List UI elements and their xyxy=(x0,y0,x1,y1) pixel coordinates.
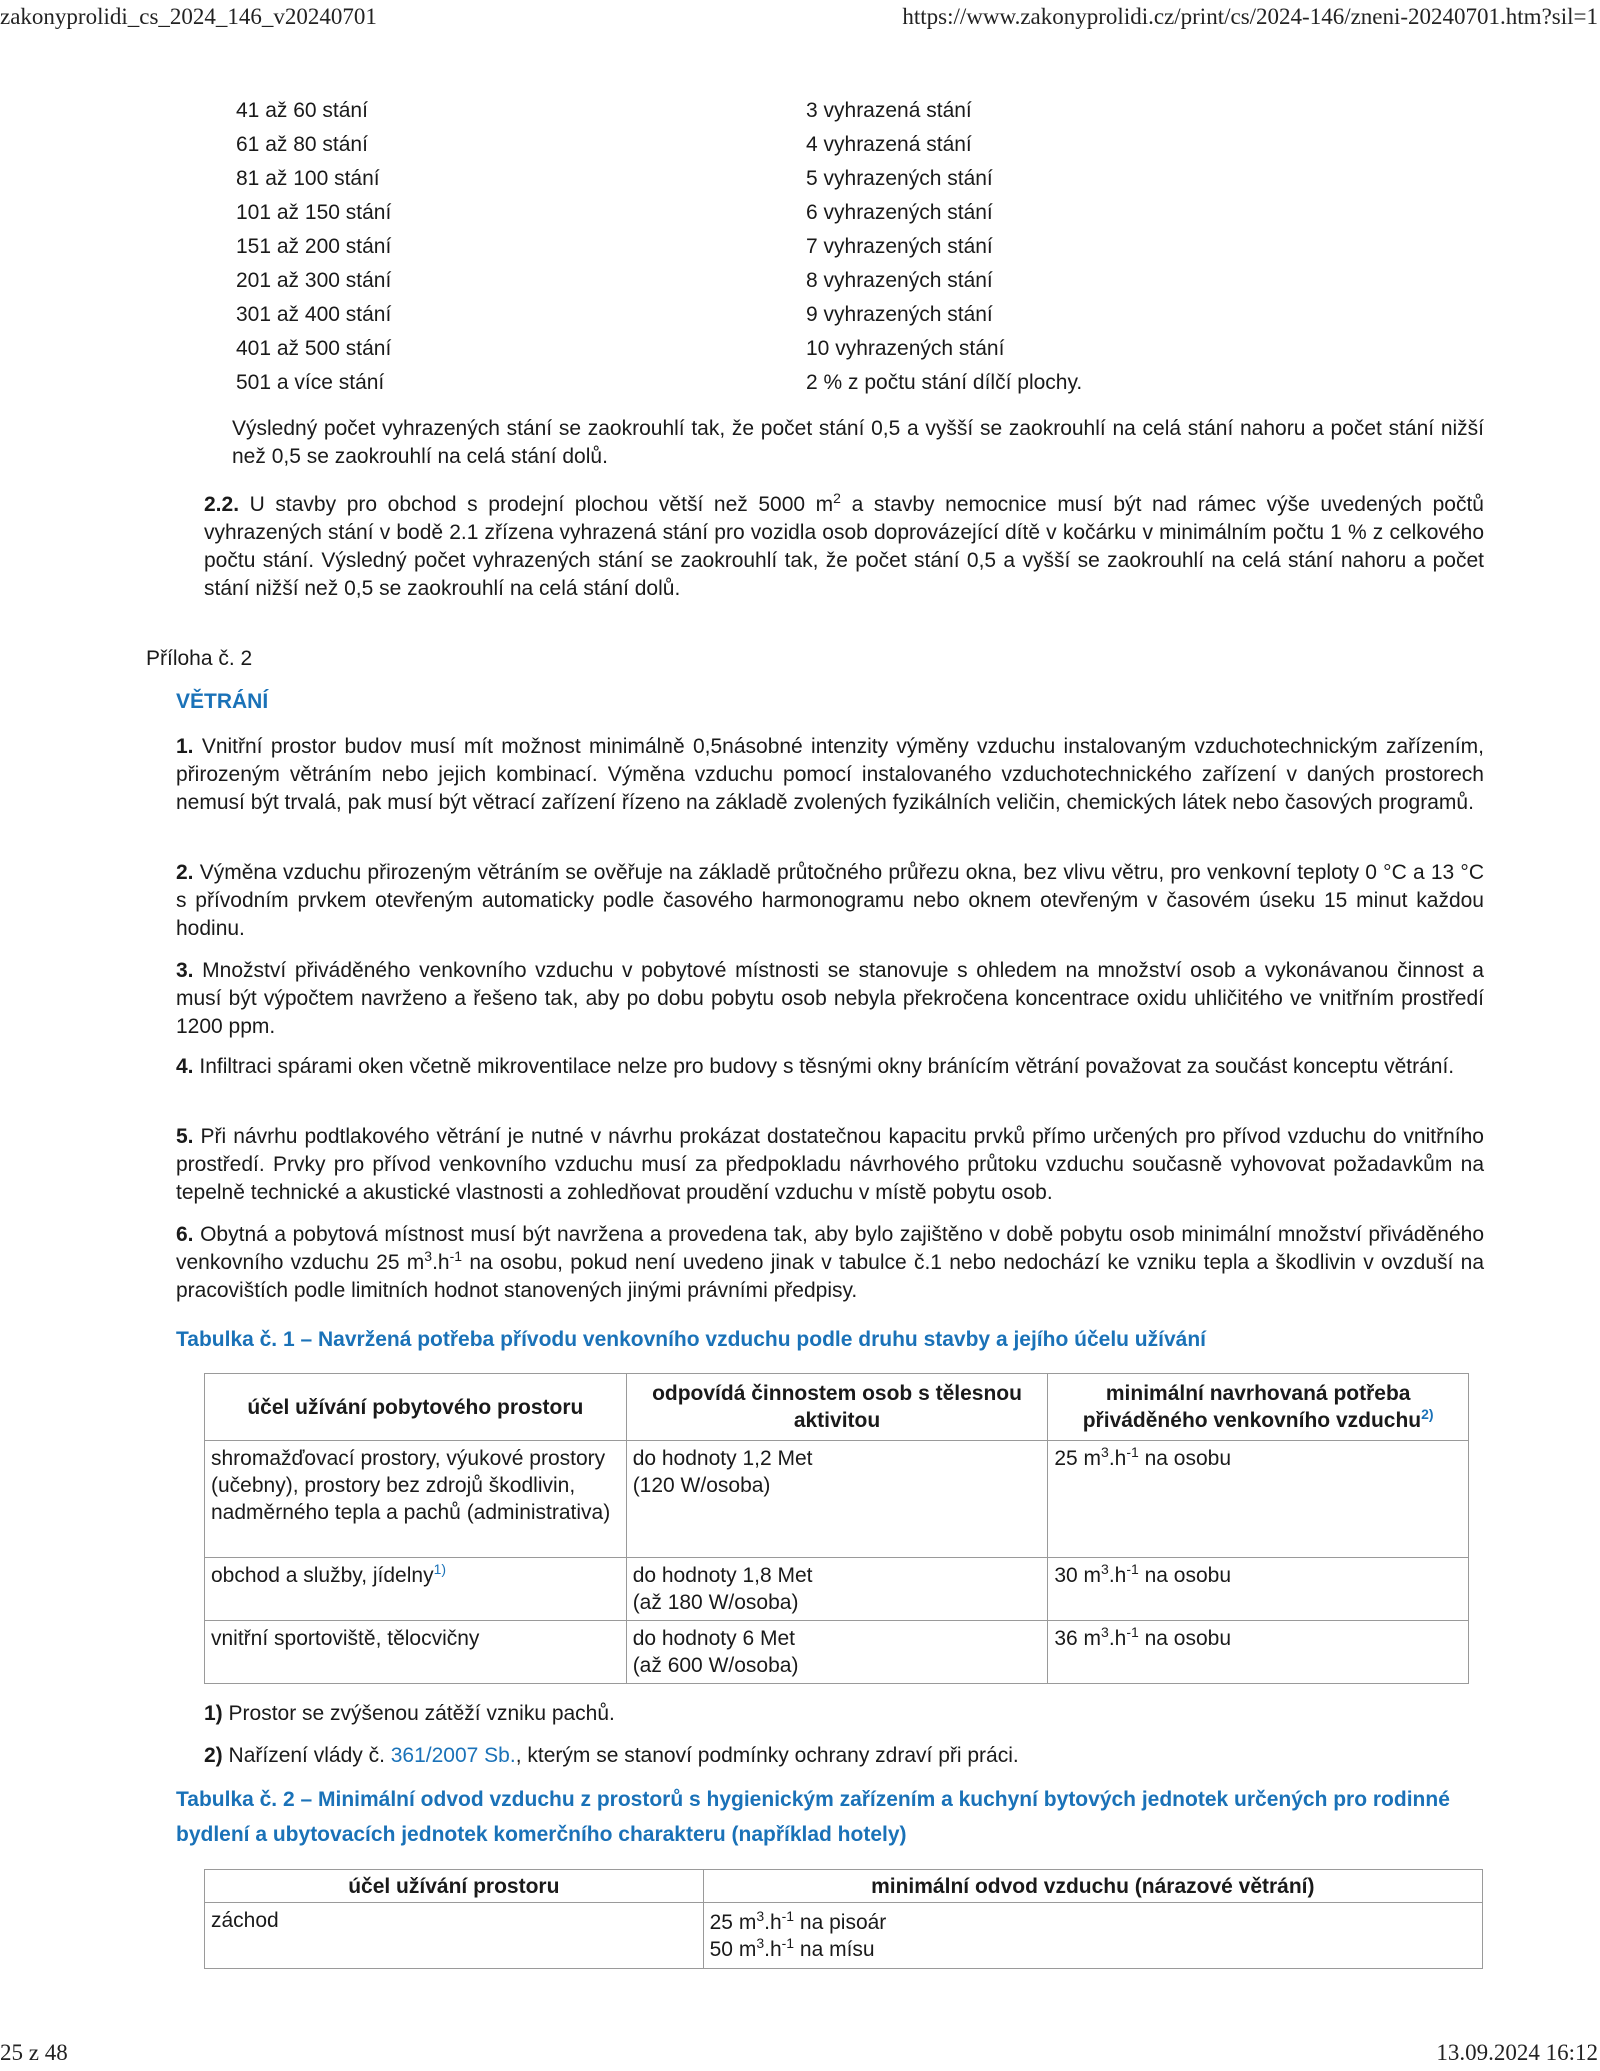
item-text: Vnitřní prostor budov musí mít možnost minimálně 0,5násobné intenzity výměny vzduchu instalovaným vzduchotechnickým zařízením, přirozeným větráním nebo jejich kombinací. Výměna vzduchu pomocí instalovaného vzduchotechnického zařízení v daných prostorech nemusí být trvalá, pak musí být větrací zařízení řízeno na základě zvolených fyzikálních veličin, chemických látek nebo časových programů. xyxy=(176,735,1484,814)
table-header-row xyxy=(205,1374,1469,1441)
exhaust-value: .h xyxy=(764,1911,782,1934)
airflow-value: .h xyxy=(1108,1627,1127,1650)
parking-range: 201 až 300 stání xyxy=(236,269,392,292)
rounding-note: Výsledný počet vyhrazených stání se zaokrouhlí tak, že počet stání 0,5 a vyšší se zaokrouhlí na celá stání nahoru a počet stání nižší než 0,5 se zaokrouhlí na celá stání dolů. xyxy=(232,417,1484,468)
activity-line: do hodnoty 1,8 Met xyxy=(632,1564,813,1587)
airflow-value: na osobu xyxy=(1138,1564,1232,1587)
section-text: a stavby nemocnice musí být nad rámec výše uvedených počtů vyhrazených stání v bodě 2.1 zřízena vyhrazená stání pro vozidla osob doprovázející dítě v kočárku v minimálním počtu 1 % z celkového počtu stání. Výsledný počet vyhrazených stání se zaokrouhlí tak, že počet stání 0,5 a vyšší se zaokrouhlí na celá stání nahoru a počet stání nižší než 0,5 se zaokrouhlí na celá stání dolů. xyxy=(204,493,1484,600)
section-2-2 xyxy=(204,491,1484,603)
exhaust-cell xyxy=(703,1903,1482,1969)
airflow-cell xyxy=(1048,1558,1469,1621)
superscript: -1 xyxy=(1126,1444,1139,1460)
print-header-url: https://www.zakonyprolidi.cz/print/cs/2024-146/zneni-20240701.htm?sil=1 xyxy=(902,4,1598,29)
reserved-count: 8 vyhrazených stání xyxy=(806,269,993,292)
item-number: 4. xyxy=(176,1055,194,1078)
superscript: -1 xyxy=(1126,1624,1139,1640)
use-cell: záchod xyxy=(205,1903,704,1969)
table-2-caption: Tabulka č. 2 – Minimální odvod vzduchu z prostorů s hygienickým zařízením a kuchyní bytových jednotek určených pro rodinné bydlení a ubytovacích jednotek komerčního charakteru (například hotely) xyxy=(176,1788,1450,1846)
activity-cell xyxy=(626,1441,1048,1558)
footnote-ref[interactable]: 1) xyxy=(433,1561,447,1577)
item-text: na osobu, pokud není uvedeno jinak v tabulce č.1 nebo nedochází ke vzniku tepla a škodlivin v ovzduší na pracovištích podle limitních hodnot stanovených jinými právními předpisy. xyxy=(176,1251,1484,1302)
reserved-count: 2 % z počtu stání dílčí plochy. xyxy=(806,371,1083,394)
airflow-cell xyxy=(1048,1621,1469,1684)
item-number: 3. xyxy=(176,959,194,982)
reserved-count: 4 vyhrazená stání xyxy=(806,133,972,156)
list-item xyxy=(236,233,1236,267)
exhaust-line xyxy=(710,1909,1476,1936)
superscript: -1 xyxy=(781,1908,795,1924)
exhaust-line xyxy=(710,1936,1476,1963)
footnote-text: Prostor se zvýšenou zátěží vzniku pachů. xyxy=(222,1702,615,1725)
airflow-value: 36 m xyxy=(1054,1627,1102,1650)
activity-line: (120 W/osoba) xyxy=(632,1474,771,1497)
superscript: -1 xyxy=(1126,1561,1139,1577)
table-row xyxy=(205,1903,1483,1969)
annex-item-3 xyxy=(176,957,1484,1041)
reserved-count: 10 vyhrazených stání xyxy=(806,337,1005,360)
list-item xyxy=(236,97,1236,131)
reserved-count: 9 vyhrazených stání xyxy=(806,303,993,326)
reserved-count: 3 vyhrazená stání xyxy=(806,99,972,122)
item-text: Infiltraci spárami oken včetně mikroventilace nelze pro budovy s těsnými okny bránícím větrání považovat za součást konceptu větrání. xyxy=(199,1055,1455,1078)
table-row xyxy=(205,1621,1469,1684)
parking-range: 61 až 80 stání xyxy=(236,133,368,156)
table-1-caption: Tabulka č. 1 – Navržená potřeba přívodu venkovního vzduchu podle druhu stavby a jejího účelu užívání xyxy=(176,1328,1206,1351)
table-1-footnote-1 xyxy=(204,1700,615,1728)
table-row xyxy=(205,1558,1469,1621)
footnote-number: 1) xyxy=(204,1702,223,1725)
use-cell xyxy=(205,1558,627,1621)
list-item xyxy=(236,301,1236,335)
footnote-ref[interactable]: 2) xyxy=(1421,1406,1434,1422)
footnote-number: 2) xyxy=(204,1744,223,1767)
superscript: 2 xyxy=(833,490,841,506)
section-text: U stavby pro obchod s prodejní plochou větší než 5000 m xyxy=(249,493,834,516)
superscript: 3 xyxy=(756,1935,765,1951)
annex-item-2 xyxy=(176,859,1484,943)
superscript: 3 xyxy=(1101,1624,1109,1640)
column-header: účel užívání prostoru xyxy=(205,1870,704,1903)
print-header-filename: zakonyprolidi_cs_2024_146_v20240701 xyxy=(0,4,377,29)
airflow-value: .h xyxy=(1108,1447,1127,1470)
superscript: 3 xyxy=(1101,1444,1109,1460)
item-text: Výměna vzduchu přirozeným větráním se ověřuje na základě průtočného průřezu okna, bez vlivu větru, pro venkovní teploty 0 °C a 13 °C s přívodním prvkem otevřeným automaticky podle časového harmonogramu nebo oknem otevřeným v časovém úseku 15 minut každou hodinu. xyxy=(176,861,1484,940)
parking-range: 81 až 100 stání xyxy=(236,167,380,190)
activity-cell xyxy=(626,1621,1048,1684)
parking-range: 501 a více stání xyxy=(236,371,385,394)
exhaust-value: 25 m xyxy=(709,1911,757,1934)
reserved-count: 7 vyhrazených stání xyxy=(806,235,993,258)
header-text: minimální navrhovaná potřeba přiváděného venkovního vzduchu xyxy=(1082,1382,1422,1432)
parking-range: 401 až 500 stání xyxy=(236,337,392,360)
column-header: odpovídá činnostem osob s tělesnou aktivitou xyxy=(626,1374,1048,1441)
airflow-cell xyxy=(1048,1441,1469,1558)
item-number: 2. xyxy=(176,861,194,884)
airflow-value: 30 m xyxy=(1054,1564,1102,1587)
use-cell: vnitřní sportoviště, tělocvičny xyxy=(205,1621,627,1684)
superscript: 3 xyxy=(424,1248,433,1264)
table-header-row xyxy=(205,1870,1483,1903)
parking-range: 101 až 150 stání xyxy=(236,201,392,224)
list-item xyxy=(236,165,1236,199)
annex-item-6 xyxy=(176,1221,1484,1305)
print-datetime: 13.09.2024 16:12 xyxy=(1436,2040,1598,2065)
page-number: 25 z 48 xyxy=(0,2040,68,2065)
exhaust-value: na mísu xyxy=(794,1938,875,1961)
use-text: obchod a služby, jídelny xyxy=(211,1564,434,1587)
annex-item-4 xyxy=(176,1053,1484,1081)
list-item xyxy=(236,335,1236,369)
item-number: 5. xyxy=(176,1125,194,1148)
reserved-count: 5 vyhrazených stání xyxy=(806,167,993,190)
activity-line: (až 600 W/osoba) xyxy=(632,1654,799,1677)
list-item xyxy=(236,131,1236,165)
airflow-value: 25 m xyxy=(1054,1447,1102,1470)
activity-line: (až 180 W/osoba) xyxy=(632,1591,799,1614)
superscript: 3 xyxy=(756,1908,765,1924)
list-item xyxy=(236,199,1236,233)
item-number: 6. xyxy=(176,1223,194,1246)
activity-line: do hodnoty 6 Met xyxy=(632,1627,795,1650)
table-1-footnote-2 xyxy=(204,1742,1019,1770)
item-text: Množství přiváděného venkovního vzduchu v pobytové místnosti se stanovuje s ohledem na množství osob a vykonávanou činnost a musí být výpočtem navrženo a řešeno tak, aby po dobu pobytu osob nebyla překročena koncentrace oxidu uhličitého ve vnitřním prostředí 1200 ppm. xyxy=(176,959,1484,1038)
exhaust-value: na pisoár xyxy=(794,1911,887,1934)
airflow-value: na osobu xyxy=(1138,1627,1232,1650)
column-header xyxy=(1048,1374,1469,1441)
section-number: 2.2. xyxy=(204,493,240,516)
activity-line: do hodnoty 1,2 Met xyxy=(632,1447,813,1470)
exhaust-value: .h xyxy=(764,1938,782,1961)
superscript: 3 xyxy=(1101,1561,1109,1577)
column-header: minimální odvod vzduchu (nárazové větrání) xyxy=(703,1870,1482,1903)
airflow-value: na osobu xyxy=(1138,1447,1232,1470)
table-1 xyxy=(204,1373,1469,1684)
list-item xyxy=(236,267,1236,301)
annex-item-1 xyxy=(176,733,1484,817)
use-cell: shromažďovací prostory, výukové prostory (učebny), prostory bez zdrojů škodlivin, nadměrného tepla a pachů (administrativa) xyxy=(205,1441,627,1558)
parking-range: 301 až 400 stání xyxy=(236,303,392,326)
superscript: -1 xyxy=(449,1248,463,1264)
column-header: účel užívání pobytového prostoru xyxy=(205,1374,627,1441)
parking-range: 41 až 60 stání xyxy=(236,99,368,122)
activity-cell xyxy=(626,1558,1048,1621)
item-number: 1. xyxy=(176,735,194,758)
list-item xyxy=(236,369,1236,403)
annex-item-5 xyxy=(176,1123,1484,1207)
item-text: Při návrhu podtlakového větrání je nutné v návrhu prokázat dostatečnou kapacitu prvků přímo určených pro přívod vzduchu do vnitřního prostředí. Prvky pro přívod venkovního vzduchu musí za předpokladu návrhového průtoku vzduchu současně vyhovovat požadavkům na tepelně technické a akustické vlastnosti a zohledňovat proudění vzduchu v místě pobytu osob. xyxy=(176,1125,1484,1204)
regulation-link[interactable]: 361/2007 Sb. xyxy=(390,1744,516,1767)
reserved-count: 6 vyhrazených stání xyxy=(806,201,993,224)
airflow-value: .h xyxy=(1108,1564,1127,1587)
table-row xyxy=(205,1441,1469,1558)
item-text: Obytná a pobytová místnost musí být navržena a provedena tak, aby bylo zajištěno v době pobytu osob minimální množství přiváděného venkovního vzduchu 25 m xyxy=(176,1223,1484,1274)
footnote-text: Nařízení vlády č. xyxy=(222,1744,391,1767)
annex-label: Příloha č. 2 xyxy=(146,647,253,670)
exhaust-value: 50 m xyxy=(709,1938,757,1961)
table-2 xyxy=(204,1869,1483,1969)
footnote-text: , kterým se stanoví podmínky ochrany zdraví při práci. xyxy=(515,1744,1019,1767)
annex-title: VĚTRÁNÍ xyxy=(176,690,269,713)
parking-range: 151 až 200 stání xyxy=(236,235,392,258)
item-text: .h xyxy=(432,1251,450,1274)
superscript: -1 xyxy=(781,1935,795,1951)
